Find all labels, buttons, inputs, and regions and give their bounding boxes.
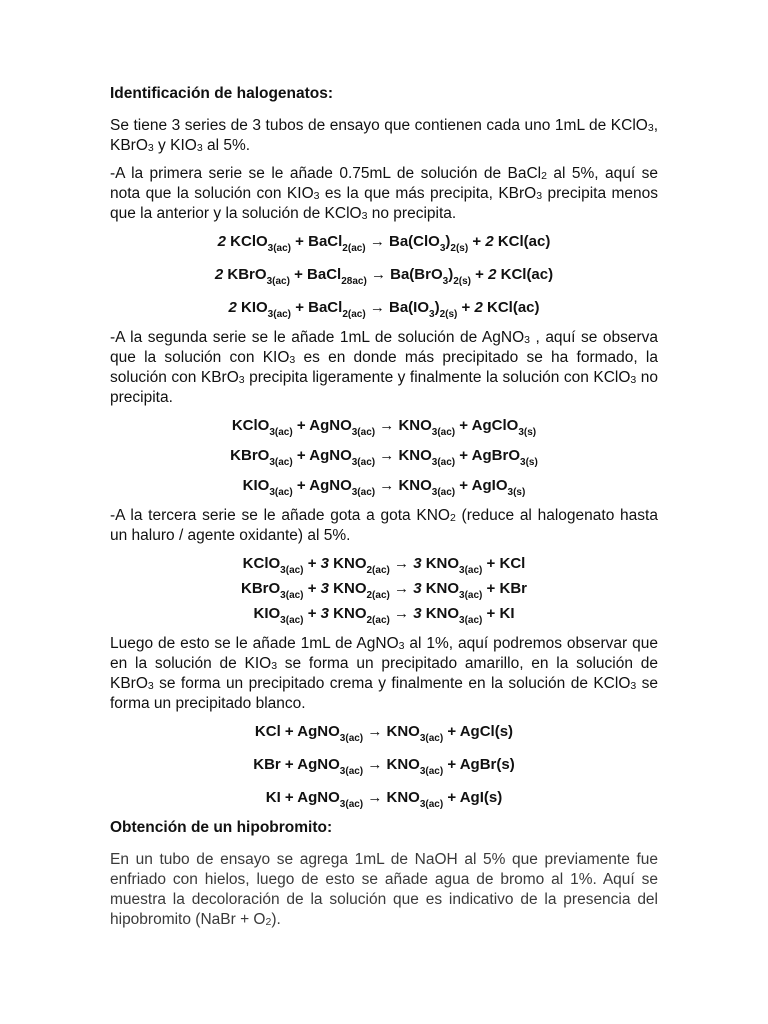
equation-10: KCl + AgNO$_{3(ac)}$ → $KNO_{3(ac)}$ + AgCl(s): [254, 723, 514, 744]
section-heading-halogenatos: Identificación de halogenatos:: [110, 85, 334, 102]
equation-12: KI + AgNO$_{3(ac)}$ → $KNO_{3(ac)} + AgI(s)$: [265, 789, 503, 810]
equation-5: KBrO$_{3(ac)}$ + AgNO$_{3(ac)}$ → $KNO_{3(ac)}$ + AgBrO$_{3(s)}$: [230, 447, 538, 468]
equation-3: 2 $KIO_{3(ac)}$ + BaCl$_{2(ac)}$ → $Ba(IO_3)_{2(s)} + 2$ KCl(ac): [228, 299, 540, 320]
paragraph-intro: Se tiene 3 series de 3 tubos de ensayo que contienen cada uno 1mL de KClO$_3$, KBrO$_3$ y $KIO_3$ al 5%.: [110, 117, 658, 154]
equation-8: KBrO$_{3(ac)}$ + 3 $KNO_{2(ac)} \to 3$ $KNO_{3(ac)}$ + KBr: [241, 580, 527, 601]
document-page: [110, 84, 658, 938]
section-heading-hipobromito: Obtención de un hipobromito:: [110, 819, 333, 836]
equation-9: $KIO_{3(ac)} + 3$ $KNO_{2(ac)} \to 3$ $KNO_{3(ac)}$ + KI: [253, 605, 515, 626]
paragraph-segunda-serie: -A la segunda serie se le añade 1mL de solución de AgNO$_3$ , aquí se observa que la solución con $KIO_3$ es en donde más precipitado se ha formado, la solución con KBrO$_3$ precipita ligeramente y finalmente la solución con KClO$_3$ no precipita.: [110, 329, 659, 406]
equation-4: KClO$_{3(ac)}$ + AgNO$_{3(ac)}$ → $KNO_{3(ac)}$ + AgClO$_{3(s)}$: [231, 417, 537, 438]
paragraph-hipobromito: En un tubo de ensayo se agrega 1mL de NaOH al 5% que previamente fue enfriado con hielos, luego de esto se añade agua de bromo al 1%. Aquí se muestra la decoloración de la solución que es indicativo de la presencia del hipobromito (NaBr + $O_2$).: [110, 851, 658, 928]
equation-2: 2 KBrO$_{3(ac)}$ + BaCl$_{28ac)}$ → $Ba(BrO_3)_{2(s)} + 2$ KCl(ac): [214, 266, 554, 287]
equation-6: $KIO_{3(ac)}$ + AgNO$_{3(ac)}$ → $KNO_{3(ac)}$ + AgIO$_{3(s)}$: [242, 477, 526, 498]
equation-1: 2 KClO$_{3(ac)}$ + BaCl$_{2(ac)}$ → $Ba(ClO_3)_{2(s)} + 2$ KCl(ac): [217, 233, 551, 254]
paragraph-primera-serie: -A la primera serie se le añade 0.75mL de solución de BaCl$_2$ al 5%, aquí se nota que la solución con $KIO_3$ es la que más precipita, KBrO$_3$ precipita menos que la anterior y la solución de KClO$_3$ no precipita.: [110, 165, 658, 222]
equation-11: KBr + AgNO$_{3(ac)}$ → $KNO_{3(ac)}$ + AgBr(s): [253, 756, 515, 777]
paragraph-precipitados: Luego de esto se le añade 1mL de AgNO$_3$ al 1%, aquí podremos observar que en la solución de $KIO_3$ se forma un precipitado amarillo, en la solución de KBrO$_3$ se forma un precipitado crema y finalmente en la solución de KClO$_3$ se forma un precipitado blanco.: [110, 635, 658, 712]
equation-7: KClO$_{3(ac)}$ + 3 $KNO_{2(ac)} \to 3$ $KNO_{3(ac)}$ + KCl: [242, 555, 526, 576]
paragraph-tercera-serie: -A la tercera serie se le añade gota a gota $KNO_2$ (reduce al halogenato hasta un haluro / agente oxidante) al 5%.: [110, 507, 658, 544]
